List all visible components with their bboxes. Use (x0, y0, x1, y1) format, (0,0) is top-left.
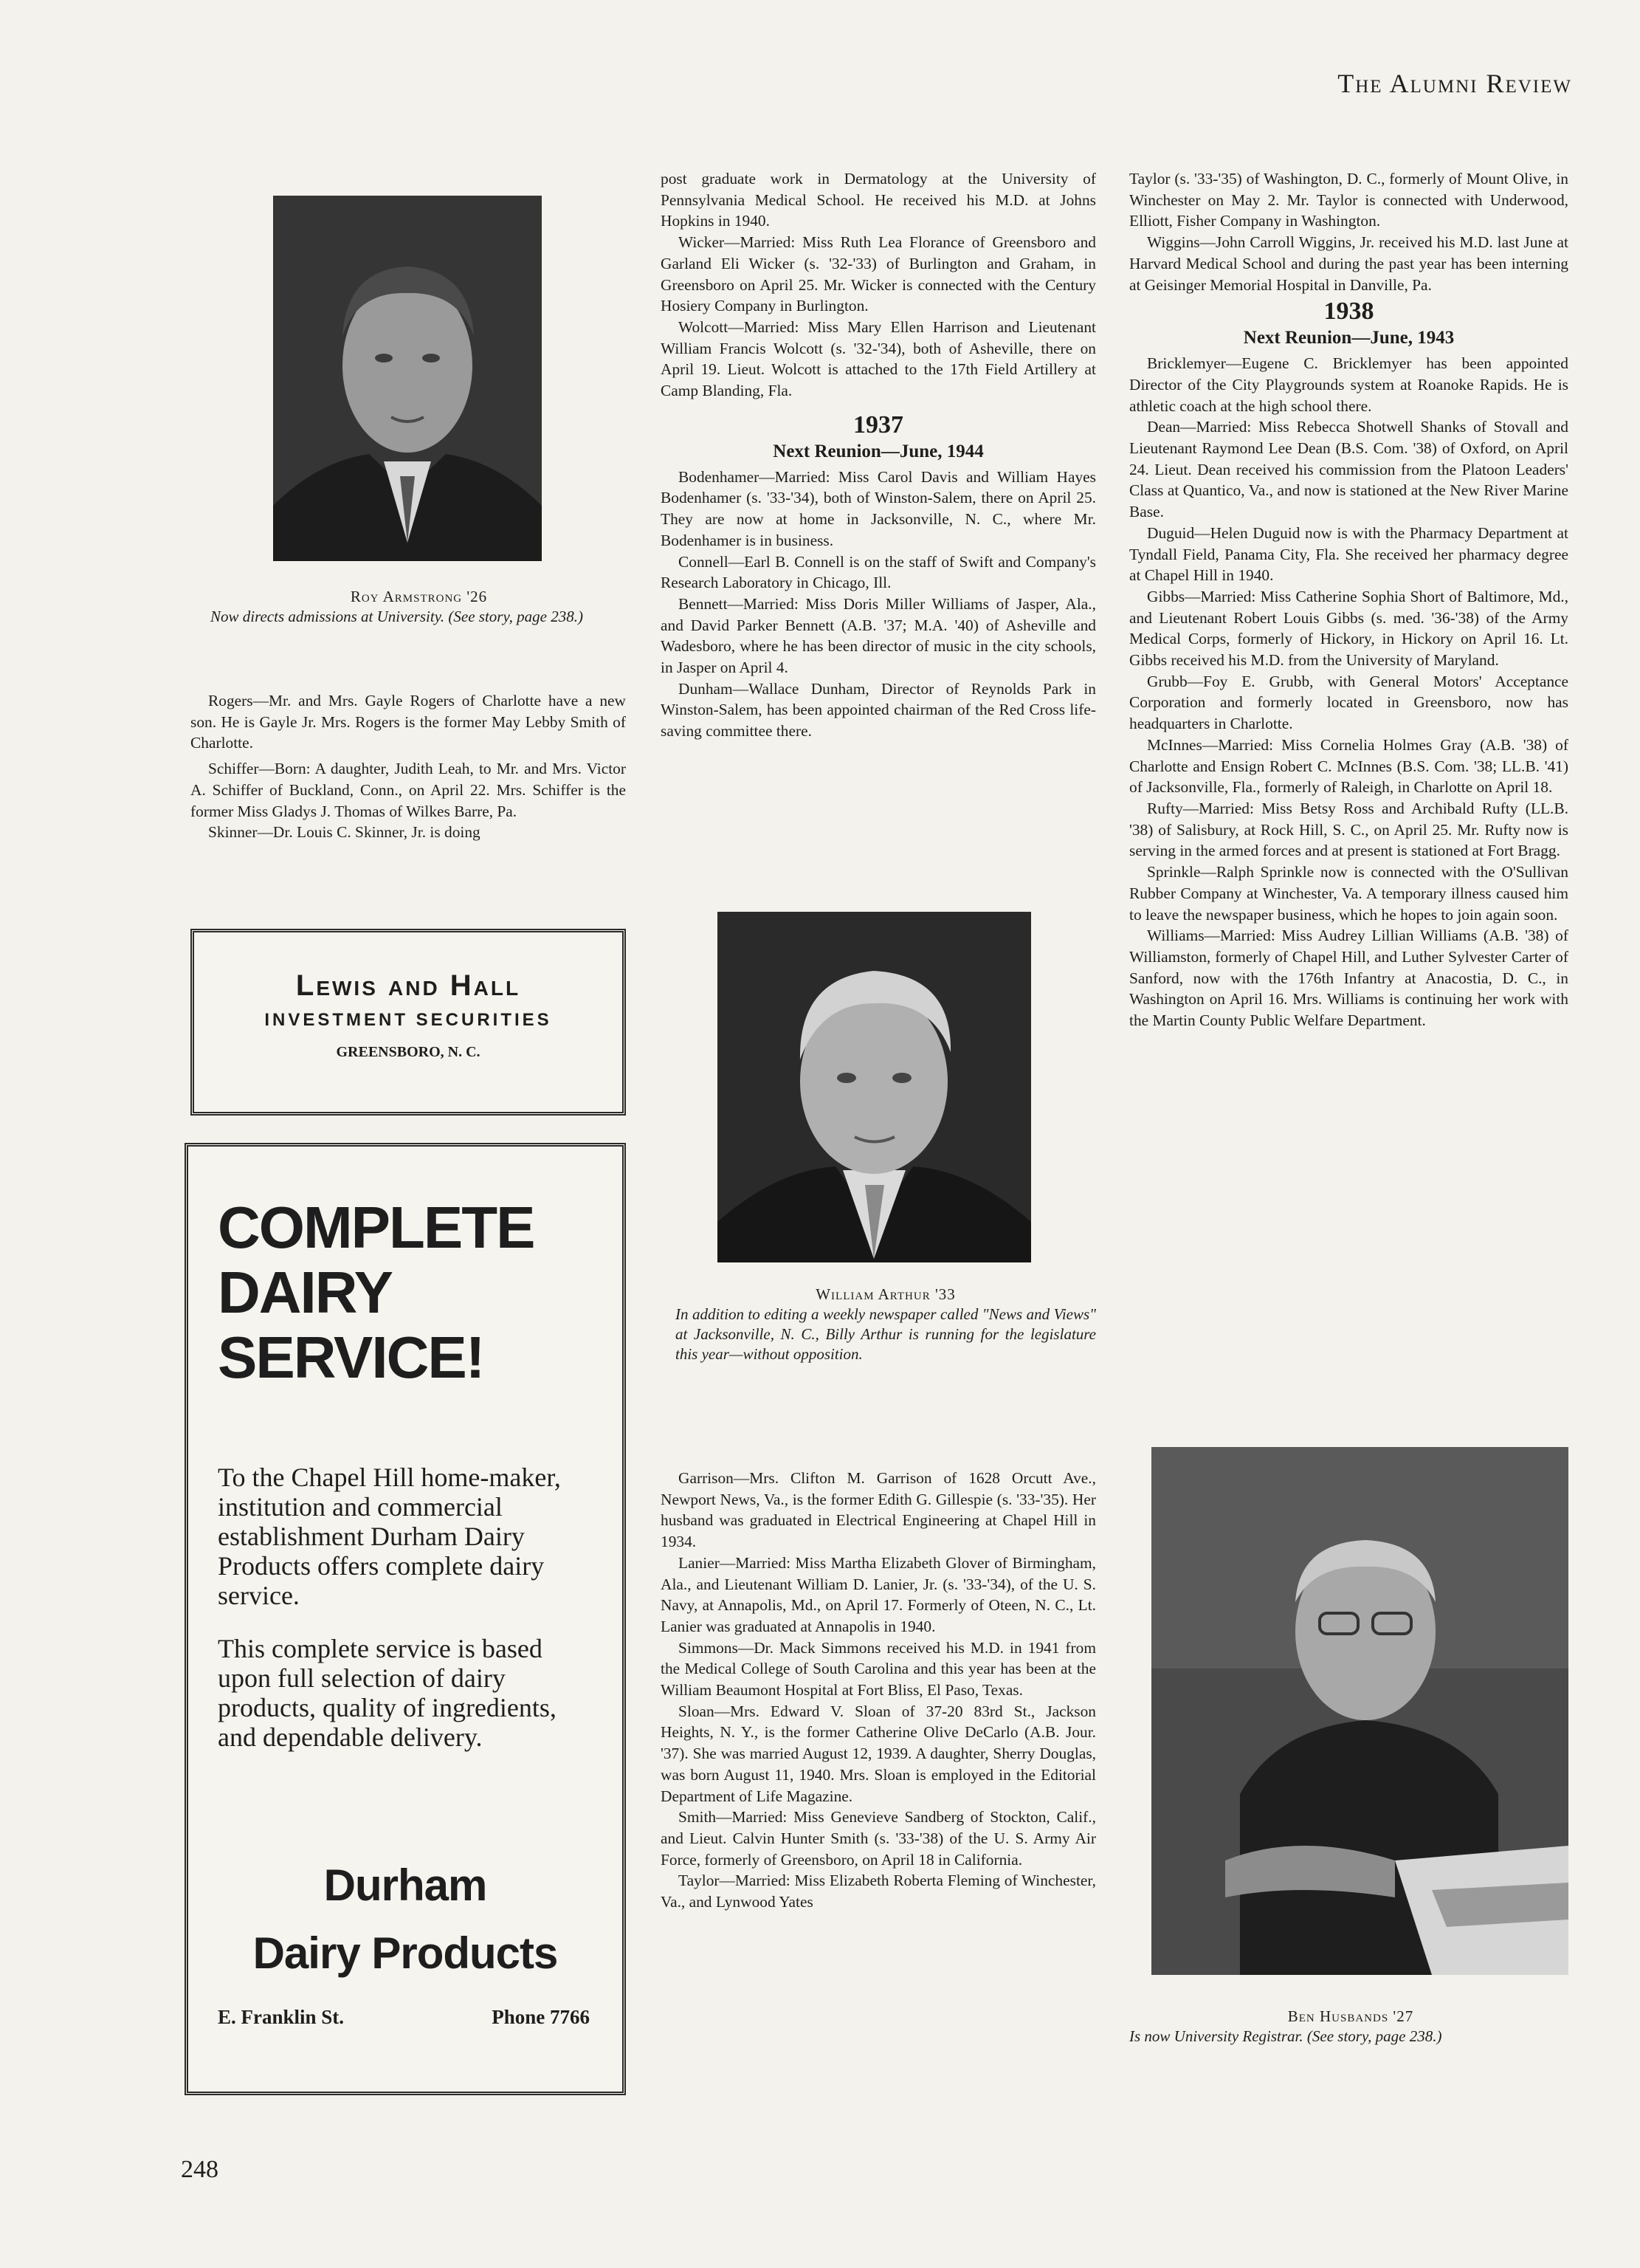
news-item: Garrison—Mrs. Clifton M. Garrison of 1628 Orcutt Ave., Newport News, Va., is the former Edith G. Gillespie (s. '33-'35). Her husband was graduated in Electrical Engineering at Chapel Hill in 1934. (661, 1469, 1096, 1551)
news-item: Sprinkle—Ralph Sprinkle now is connected with the O'Sullivan Rubber Company at Winchester, Va. A temporary illness caused him to leave the newspaper business, which he hopes to join again soon. (1129, 863, 1568, 924)
ad-headline (218, 1195, 534, 1390)
news-item: Connell—Earl B. Connell is on the staff of Swift and Company's Research Laboratory in Chicago, Ill. (661, 552, 1096, 592)
column-3-top (1129, 168, 1568, 1031)
caption-william-arthur (675, 1285, 1096, 1364)
news-item: Bennett—Married: Miss Doris Miller Williams of Jasper, Ala., and David Parker Bennett (A.B. '37; M.A. '40) of Asheville and Wadesboro, where he has been director of music in the city schools, in Jasper on April 4. (661, 594, 1096, 677)
column-1-text (190, 690, 626, 843)
ad-firm-city: GREENSBORO, N. C. (336, 1044, 480, 1060)
class-year-heading: 1937 (853, 410, 903, 439)
ad-durham-dairy (185, 1143, 626, 2095)
portrait-image (1151, 1447, 1568, 1975)
ad-headline-line: SERVICE! (218, 1324, 484, 1390)
column-2-bottom (661, 1468, 1096, 1913)
news-item: Taylor (s. '33-'35) of Washington, D. C., formerly of Mount Olive, in Winchester on May 2. Mr. Taylor is connected with Underwood, Elliott, Fisher Company in Washington. (1129, 170, 1568, 230)
ad-firm-name: Lewis and Hall (295, 969, 521, 1002)
photo-william-arthur (717, 912, 1031, 1262)
caption-name: William Arthur '33 (816, 1285, 956, 1303)
news-item: Williams—Married: Miss Audrey Lillian Williams (A.B. '38) of Williamston, formerly of Chapel Hill, and Luther Sylvester Carter of Sanford, now with the 176th Infantry at Anacostia, D. C., in Washington on April 16. Mrs. Williams is continuing her work with the Martin County Public Welfare Department. (1129, 927, 1568, 1030)
news-item: Schiffer—Born: A daughter, Judith Leah, to Mr. and Mrs. Victor A. Schiffer of Buckland, Conn., on April 22. Mrs. Schiffer is the former Miss Gladys J. Thomas of Wilkes Barre, Pa. (190, 760, 626, 820)
news-item: Gibbs—Married: Miss Catherine Sophia Short of Baltimore, Md., and Lieutenant Robert Louis Gibbs (s. med. '36-'38) of the Army Medical Corps, formerly of Hickory, in Hickory on April 16. Lt. Gibbs received his M.D. from the University of Maryland. (1129, 587, 1568, 670)
reunion-heading: Next Reunion—June, 1944 (773, 441, 984, 461)
ad-brand-line: Durham (323, 1860, 487, 1910)
photo-roy-armstrong (273, 196, 542, 561)
news-item: post graduate work in Dermatology at the University of Pennsylvania Medical School. He received his M.D. at Johns Hopkins in 1940. (661, 170, 1096, 230)
ad-firm-line: INVESTMENT SECURITIES (264, 1010, 552, 1030)
portrait-image (717, 912, 1031, 1262)
news-item: Taylor—Married: Miss Elizabeth Roberta Fleming of Winchester, Va., and Lynwood Yates (661, 1872, 1096, 1911)
ad-paragraph: This complete service is based upon full selection of dairy products, quality of ingredients, and dependable delivery. (218, 1634, 557, 1752)
caption-text: In addition to editing a weekly newspaper called "News and Views" at Jacksonville, N. C., Billy Arthur is running for the legislature this year—without opposition. (675, 1305, 1096, 1363)
class-year-heading: 1938 (1323, 298, 1374, 326)
news-item: Dunham—Wallace Dunham, Director of Reynolds Park in Winston-Salem, has been appointed chairman of the Red Cross life-saving committee there. (661, 679, 1096, 740)
ad-phone: Phone 7766 (492, 2006, 590, 2028)
news-item: Wicker—Married: Miss Ruth Lea Florance of Greensboro and Garland Eli Wicker (s. '32-'33) of Burlington and Graham, in Greensboro on April 25. Mr. Wicker is connected with the Century Hosiery Company in Burlington. (661, 233, 1096, 315)
news-item: Rufty—Married: Miss Betsy Ross and Archibald Rufty (LL.B. '38) of Salisbury, at Rock Hill, S. C., on April 25. Mr. Rufty now is serving in the armed forces and at present is stationed at Fort Bragg. (1129, 799, 1568, 860)
ad-lewis-and-hall (190, 929, 626, 1116)
news-item: Bodenhamer—Married: Miss Carol Davis and William Hayes Bodenhamer (s. '33-'34), both of Winston-Salem, there on April 25. They are now at home in Jacksonville, N. C., where Mr. Bodenhamer is in business. (661, 467, 1096, 549)
ad-brand (188, 1852, 622, 1987)
ad-paragraph: To the Chapel Hill home-maker, institution and commercial establishment Durham Dairy Products offers complete dairy service. (218, 1463, 561, 1610)
news-item: McInnes—Married: Miss Cornelia Holmes Gray (A.B. '38) of Charlotte and Ensign Robert C. McInnes (B.S. Com. '38; LL.B. '41) of Jacksonville, Fla., formerly of Raleigh, in Charlotte on April 18. (1129, 735, 1568, 797)
news-item: Sloan—Mrs. Edward V. Sloan of 37-20 83rd St., Jackson Heights, N. Y., is the former Catherine Olive DeCarlo (A.B. Jour. '37). She was married August 12, 1939. A daughter, Sherry Douglas, was born August 11, 1940. Mrs. Sloan is employed in the Editorial Department of Life Magazine. (661, 1702, 1096, 1805)
caption-ben-husbands (1129, 2007, 1572, 2047)
photo-ben-husbands (1151, 1447, 1568, 1975)
news-item: Wolcott—Married: Miss Mary Ellen Harrison and Lieutenant William Francis Wolcott (s. '32-'34), both of Asheville, there on April 19. Lieut. Wolcott is attached to the 17th Field Artillery at Camp Blanding, Fla. (661, 317, 1096, 400)
column-2-top (661, 168, 1096, 742)
caption-text: Now directs admissions at University. (See story, page 238.) (210, 608, 583, 625)
journal-title: The Alumni Review (1337, 69, 1572, 98)
ad-address: E. Franklin St. (218, 2006, 345, 2028)
news-item: Wiggins—John Carroll Wiggins, Jr. received his M.D. last June at Harvard Medical School and during the past year has been interning at Geisinger Memorial Hospital in Danville, Pa. (1129, 233, 1568, 294)
news-item: Skinner—Dr. Louis C. Skinner, Jr. is doing (208, 823, 480, 842)
news-item: Rogers—Mr. and Mrs. Gayle Rogers of Charlotte have a new son. He is Gayle Jr. Mrs. Rogers is the former May Lebby Smith of Charlotte. (190, 692, 626, 752)
page-number: 248 (181, 2156, 218, 2183)
news-item: Bricklemyer—Eugene C. Bricklemyer has been appointed Director of the City Playgrounds system at Roanoke Rapids. He is athletic coach at the high school there. (1129, 354, 1568, 415)
ad-headline-line: DAIRY (218, 1260, 392, 1325)
caption-text: Is now University Registrar. (See story, page 238.) (1129, 2027, 1442, 2045)
news-item: Simmons—Dr. Mack Simmons received his M.D. in 1941 from the Medical College of South Carolina and this year has been at the William Beaumont Hospital at Fort Bliss, El Paso, Texas. (661, 1638, 1096, 1700)
news-item: Duguid—Helen Duguid now is with the Pharmacy Department at Tyndall Field, Panama City, Fla. She received her pharmacy degree at Chapel Hill in 1940. (1129, 523, 1568, 585)
reunion-heading: Next Reunion—June, 1943 (1243, 328, 1455, 348)
news-item: Lanier—Married: Miss Martha Elizabeth Glover of Birmingham, Ala., and Lieutenant William D. Lanier, Jr. (s. '33-'34), of the U. S. Navy, at Annapolis, Md., on April 17. Formerly of Oteen, N. C., Lt. Lanier was graduated at Annapolis in 1940. (661, 1553, 1096, 1635)
ad-headline-line: COMPLETE (218, 1195, 534, 1260)
caption-roy-armstrong (210, 587, 627, 627)
portrait-image (273, 196, 542, 561)
news-item: Dean—Married: Miss Rebecca Shotwell Shanks of Stovall and Lieutenant Raymond Lee Dean (B.S. Com. '38) of Oxford, on April 24. Lieut. Dean received his commission from the Platoon Leaders' Class at Quantico, Va., and now is stationed at the New River Marine Base. (1129, 418, 1568, 521)
news-item: Grubb—Foy E. Grubb, with General Motors' Acceptance Corporation and formerly located in Greensboro, now has headquarters in Charlotte. (1129, 672, 1568, 733)
caption-name: Ben Husbands '27 (1287, 2007, 1414, 2025)
ad-brand-line: Dairy Products (252, 1928, 558, 1978)
caption-name: Roy Armstrong '26 (350, 588, 488, 605)
news-item: Smith—Married: Miss Genevieve Sandberg of Stockton, Calif., and Lieut. Calvin Hunter Smith (s. '33-'38) of the U. S. Army Air Force, formerly of Greensboro, on April 18 in California. (661, 1808, 1096, 1869)
